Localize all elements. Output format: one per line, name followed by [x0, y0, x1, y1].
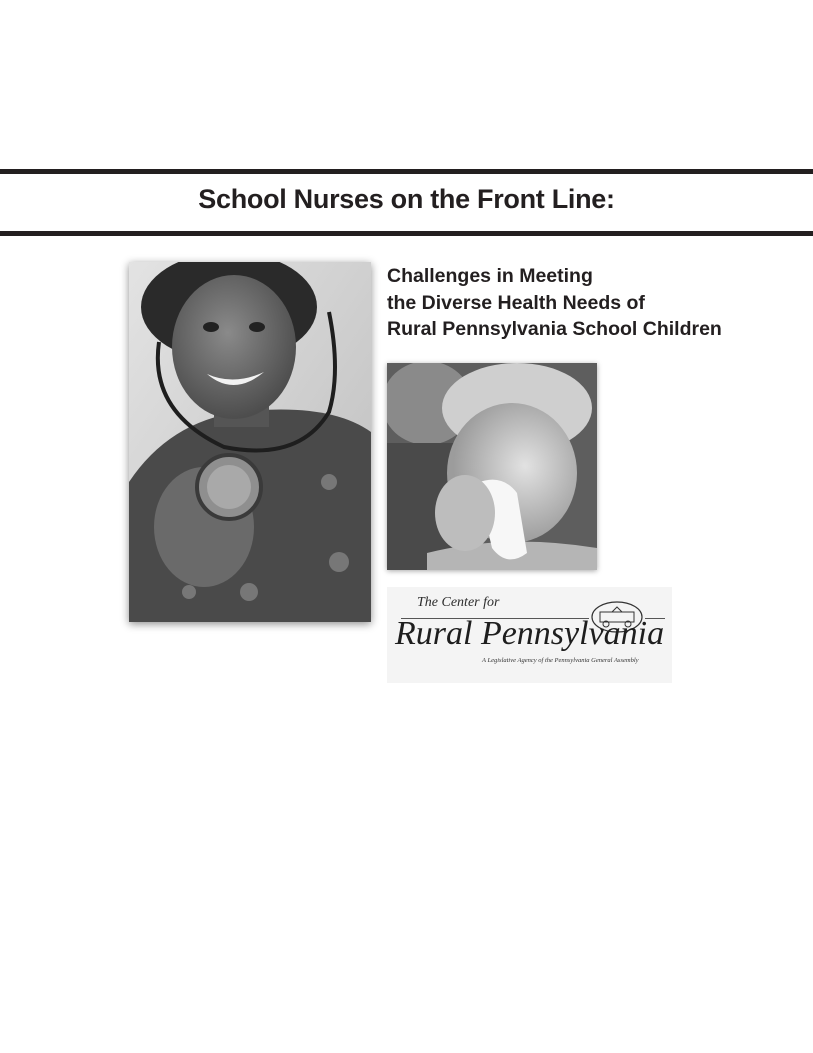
nurse-photo	[129, 262, 371, 622]
logo-top-text: The Center for	[417, 595, 500, 610]
subtitle-line-2: the Diverse Health Needs of	[387, 291, 645, 314]
page-title: School Nurses on the Front Line:	[198, 184, 615, 214]
center-rural-pennsylvania-logo	[387, 587, 672, 683]
subtitle	[387, 263, 787, 343]
bottom-rule	[0, 231, 813, 236]
top-rule	[0, 169, 813, 174]
logo-tagline: A Legislative Agency of the Pennsylvania General Assembly	[482, 657, 639, 664]
subtitle-line-3: Rural Pennsylvania School Children	[387, 318, 722, 340]
logo-org-name: Rural Pennsylvania	[395, 615, 665, 652]
child-photo	[387, 363, 597, 570]
subtitle-line-1: Challenges in Meeting	[387, 265, 593, 287]
